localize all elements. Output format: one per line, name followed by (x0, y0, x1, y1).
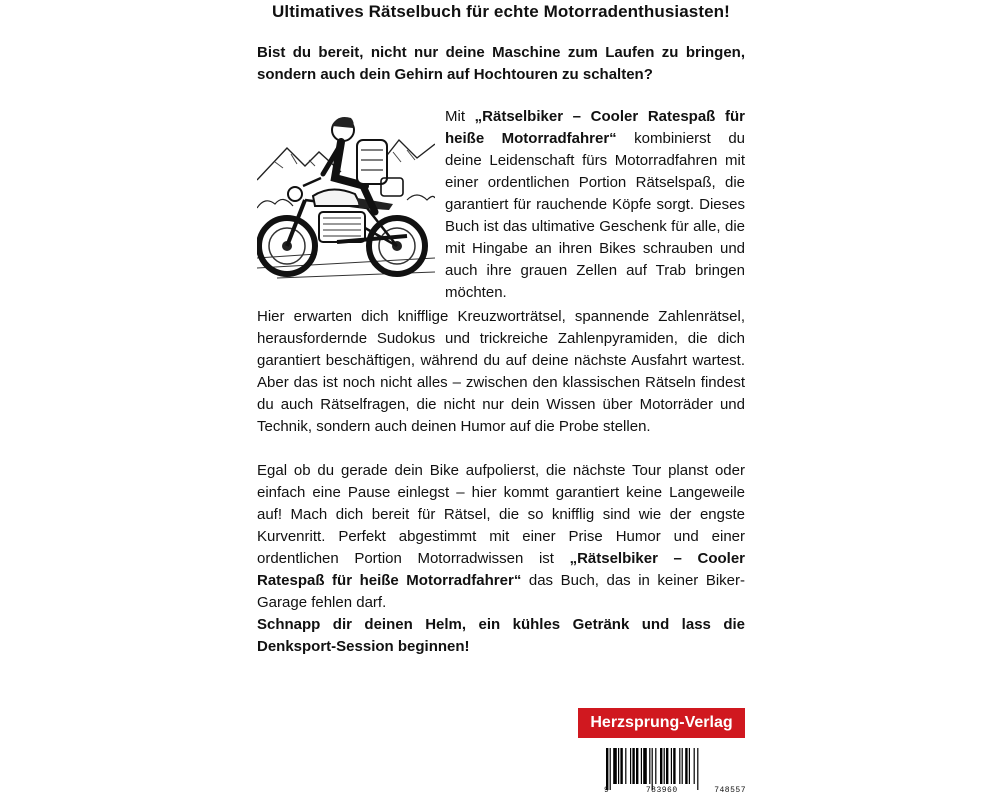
paragraph-1 (445, 106, 745, 304)
barcode-bar (697, 748, 698, 790)
barcode-bar (630, 748, 631, 784)
barcode-bar (610, 748, 611, 790)
barcode-bar (682, 748, 683, 784)
barcode-bar (641, 748, 642, 784)
barcode-bar (632, 748, 634, 784)
barcode-bar (666, 748, 668, 784)
barcode-bar (660, 748, 662, 784)
barcode-bar (671, 748, 672, 784)
barcode-bar (685, 748, 687, 784)
p1-book-title: „Rätselbiker – Cooler Ratespaß für heiße Motorradfahrer“ (445, 108, 745, 147)
barcode-bar (620, 748, 622, 784)
barcode-bar (673, 748, 675, 784)
isbn-digit-group-2: 748557 (714, 786, 746, 795)
motorcyclist-illustration (257, 108, 435, 284)
p3-rest: das Buch, das in keiner Biker-Garage fehlen darf. (257, 572, 745, 611)
barcode-bar (679, 748, 680, 784)
barcode-bar (694, 748, 695, 784)
barcode-bar (618, 748, 619, 784)
isbn-digit-group-1: 783960 (645, 786, 678, 795)
paragraph-2: Hier erwarten dich knifflige Kreuzworträtsel, spannende Zahlenrätsel, herausfordernde Sudokus und trickreiche Zahlenpyramiden, die dich garantiert beschäftigen, während du auf deine nächste Ausfahrt wartest. Aber das ist noch nicht alles – zwischen den klassischen Rätseln findest du auch Rätselfragen, die nicht nur dein Wissen über Motorräder und Technik, sondern auch deinen Humor auf die Probe stellen. (257, 308, 745, 435)
p1-rest: kombinierst du deine Leidenschaft fürs Motorradfahren mit einer ordentlichen Portion Rätselspaß, die garantiert für rauchende Köpfe sorgt. Dieses Buch ist das ultimative Geschenk für alle, die mit Hingabe an ihren Bikes schrauben und auch ihre grauen Zellen auf Trab bringen möchten. (445, 130, 745, 301)
isbn-digit-prefix: 9 (604, 786, 610, 795)
p3-lead: Egal ob du gerade dein Bike aufpolierst, die nächste Tour planst oder einfach eine Pause einlegst – hier kommt garantiert keine Langeweile auf! Mach dich bereit für Rätsel, die so knifflig sind wie der engste Kurvenritt. Perfekt abgestimmt mit einer Prise Humor und einer ordentlichen Portion Motorradwissen ist (257, 462, 745, 567)
intro-question: Bist du bereit, nicht nur deine Maschine zum Laufen zu bringen, sondern auch dein Gehirn auf Hochtouren zu schalten? (257, 44, 745, 83)
isbn-digits (604, 786, 746, 795)
barcode-bar (625, 748, 626, 784)
p3-book-title: „Rätselbiker – Cooler Ratespaß für heiße Motorradfahrer“ (257, 550, 745, 589)
barcode-bar (606, 748, 608, 790)
paragraph-3 (257, 460, 745, 614)
barcode-bar (664, 748, 665, 784)
closing-call-to-action: Schnapp dir deinen Helm, ein kühles Getränk und lass die Denksport-Session beginnen! (257, 616, 745, 655)
barcode-bar (689, 748, 690, 784)
barcode-bar (643, 748, 647, 784)
barcode-bar (636, 748, 638, 784)
barcode-bar (655, 748, 656, 784)
barcode-bar (613, 748, 617, 784)
barcode-bar (649, 748, 650, 784)
publisher-badge: Herzsprung-Verlag (578, 708, 745, 738)
p1-lead: Mit (445, 108, 475, 125)
barcode-bar (652, 748, 653, 790)
cover-headline: Ultimatives Rätselbuch für echte Motorradenthusiasten! (272, 2, 730, 21)
